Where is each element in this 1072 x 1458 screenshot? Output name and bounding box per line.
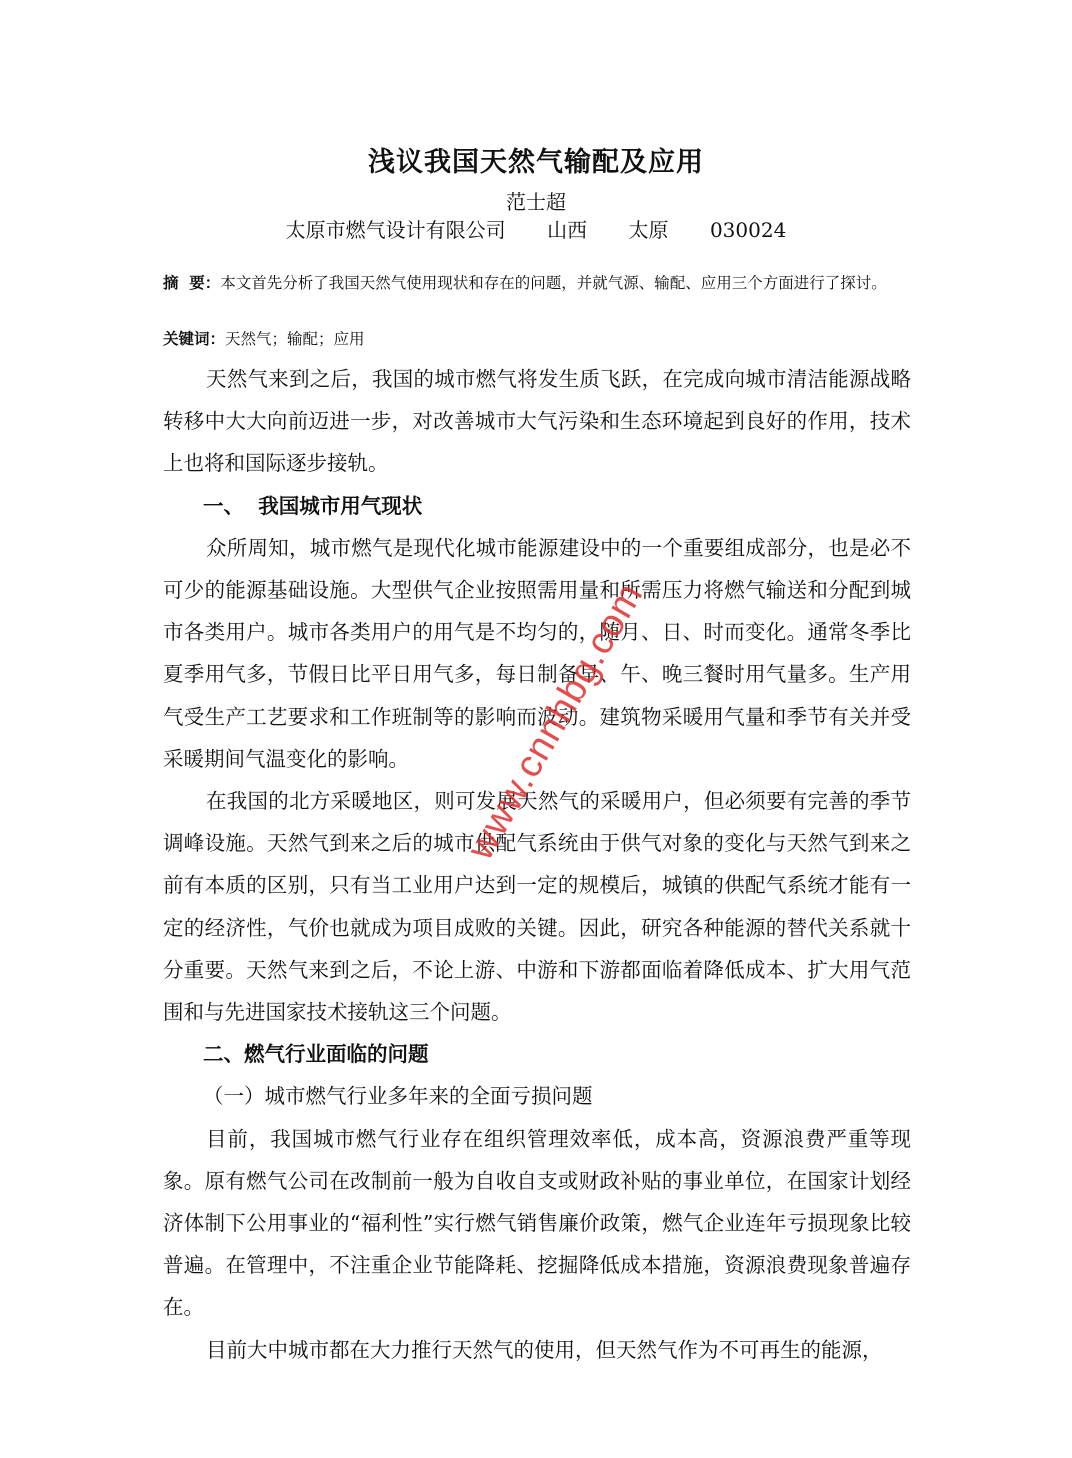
section-2-subheading-1: （一）城市燃气行业多年来的全面亏损问题 (203, 1084, 593, 1109)
abstract-text: 本文首先分析了我国天然气使用现状和存在的问题，并就气源、输配、应用三个方面进行了探讨。 (220, 274, 887, 292)
section-2-heading: 二、燃气行业面临的问题 (203, 1042, 429, 1067)
abstract-label: 摘 要： (163, 273, 221, 292)
keywords (163, 326, 911, 352)
section-1-paragraph-1: 众所周知，城市燃气是现代化城市能源建设中的一个重要组成部分，也是必不可少的能源基础设施。大型供气企业按照需用量和所需压力将燃气输送和分配到城市各类用户。城市各类用户的用气是不均匀的，随月、日、时而变化。通常冬季比夏季用气多，节假日比平日用气多，每日制备早、午、晚三餐时用气量多。生产用气受生产工艺要求和工作班制等的影响而波动。建筑物采暖用气量和季节有关并受采暖期间气温变化的影响。 (163, 535, 911, 771)
keywords-label: 关键词： (163, 329, 226, 348)
author-name: 范士超 (506, 190, 566, 214)
section-1-heading: 一、 我国城市用气现状 (203, 493, 423, 518)
intro-paragraph: 天然气来到之后，我国的城市燃气将发生质飞跃，在完成向城市清洁能源战略转移中大大向前迈进一步，对改善城市大气污染和生态环境起到良好的作用，技术上也将和国际逐步接轨。 (163, 367, 911, 476)
body-text (163, 358, 911, 1371)
section-2-paragraph-1: 目前，我国城市燃气行业存在组织管理效率低，成本高，资源浪费严重等现象。原有燃气公司在改制前一般为自收自支或财政补贴的事业单位，在国家计划经济体制下公用事业的“福利性”实行燃气销售廉价政策，燃气企业连年亏损现象比较普遍。在管理中，不注重企业节能降耗、挖掘降低成本措施，资源浪费现象普遍存在。 (163, 1126, 911, 1320)
abstract (163, 270, 911, 296)
section-1-paragraph-2: 在我国的北方采暖地区，则可发展天然气的采暖用户，但必须要有完善的季节调峰设施。天然气到来之后的城市供配气系统由于供气对象的变化与天然气到来之前有本质的区别，只有当工业用户达到一定的规模后，城镇的供配气系统才能有一定的经济性，气价也就成为项目成败的关键。因此，研究各种能源的替代关系就十分重要。天然气来到之后，不论上游、中游和下游都面临着降低成本、扩大用气范围和与先进国家技术接轨这三个问题。 (163, 789, 911, 1025)
section-2-paragraph-2: 目前大中城市都在大力推行天然气的使用，但天然气作为不可再生的能源， (206, 1337, 883, 1362)
watermark: www.cnnhbg.com (459, 575, 652, 867)
keywords-text: 天然气；输配；应用 (225, 330, 365, 348)
author-affiliation: 太原市燃气设计有限公司 山西 太原 030024 (285, 218, 787, 242)
paper-title: 浅议我国天然气输配及应用 (368, 147, 704, 178)
